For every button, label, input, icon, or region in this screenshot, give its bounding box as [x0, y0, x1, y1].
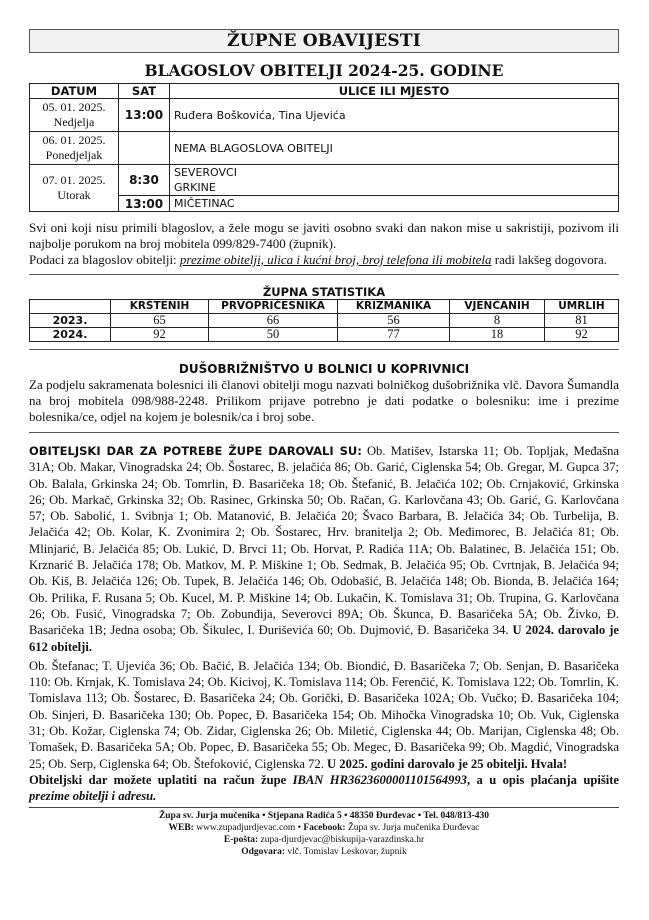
divider [29, 274, 619, 275]
donations-heading: OBITELJSKI DAR ZA POTREBE ŽUPE DAROVALI SU: [29, 444, 362, 458]
col-header-deaths: UMRLIH [545, 300, 619, 314]
schedule-time: 8:30 [119, 165, 170, 196]
text: , a u opis plaćanja upišite [466, 772, 620, 787]
blessing-contact-text: Svi oni koji nisu primili blagoslov, a žele mogu se javiti osobno svaki dan nakon mise u sakristiji, pozivom ili najbolje porukom na broj mobitela 099/829-7400 (župnik). [29, 220, 619, 251]
stat-cell: 50 [209, 328, 338, 342]
label: Odgovara: [241, 846, 286, 857]
schedule-time [119, 132, 170, 165]
blessing-title: BLAGOSLOV OBITELJI 2024-25. GODINE [144, 61, 504, 80]
schedule-header-row [30, 84, 619, 99]
text: Obiteljski dar možete uplatiti na račun župe [29, 772, 293, 787]
schedule-place: NEMA BLAGOSLOVA OBITELJI [170, 132, 619, 165]
statistics-header-row [30, 300, 619, 314]
bulletin-page [29, 29, 619, 858]
footer-address: Župa sv. Jurja mučenika • Stjepana Radića 5 • 48350 Đurđevac • Tel. 048/813-430 [158, 810, 490, 821]
page-title: ŽUPNE OBAVIJESTI [29, 29, 619, 53]
year-cell: 2023. [30, 314, 111, 328]
schedule-row [30, 165, 619, 196]
stat-cell: 8 [450, 314, 545, 328]
text: Podaci za blagoslov obitelji: [29, 252, 180, 267]
schedule-date [30, 99, 119, 132]
schedule-time: 13:00 [119, 99, 170, 132]
web-link[interactable]: www.zupadjurdjevac.com • [193, 822, 304, 833]
donor-list-2024: Ob. Matišev, Istarska 11; Ob. Topljak, Međašna 31A; Ob. Makar, Vinogradska 24; Ob. Šostarec, B. jelačića 86; Ob. Garić, Ciglenska 54; Ob. Gregar, M. Gupca 37; Ob. Balala, Grkinska 24; Ob. Tomrlin, Đ. Basaričeka 18; Ob. Štefanić, B. Jelačića 102; Ob. Crnjaković, Grkinska 26; Ob. Markač, Grkinska 32; Ob. Rasinec, Grkinska 50; Ob. Račan, G. Karlovčana 43; Ob. Garić, G. Karlovčana 57; Ob. Sabolić, 1. Svibnja 1; Ob. Matanović, B. Jelačića 20; Švaco Barbara, B. Jelačića 34; Ob. Turbelija, B. Jelačića 42; Ob. Kolar, K. Zvonimira 2; Ob. Šostarec, Hrv. branitelja 2; Ob. Međimorec, B. Jelačića 81; Ob. Mlinjarić, B. Jelačića 85; Ob. Lukić, D. Brvci 11; Ob. Horvat, P. Radića 11A; Ob. Balatinec, B. Jelačića 151; Ob. Krznarić B. Jelačića 178; Ob. Matkov, M. P. Miškine 1; Ob. Sedmak, B. Jelačića 95; Ob. Cvrtnjak, B. Jelačića 94; Ob. Kiš, B. Jelačića 126; Ob. Tupek, B. Jelačića 146; Ob. Odobašić, B. Jelačića 148; Ob. Bionda, B. Jelačića 164; Ob. Prilika, F. Rusana 5; Ob. Kucel, M. P. Miškine 14; Ob. Lukačin, K. Tomislava 31; Ob. Trupina, G. Karlovčana 26; Ob. Fusić, Vinogradska 7; Ob. Zobunđija, Severovci 89A; Ob. Škunca, Đ. Basaričeka 5A; Ob. Živko, Đ. Basaričeka 1B; Jedna osoba; Ob. Šikulec, I. Đuriševića 60; Ob. Dujmović, Đ. Basaričeka 34. [29, 444, 619, 638]
blessing-info [29, 220, 619, 268]
stat-cell: 92 [111, 328, 209, 342]
col-header-baptisms: KRŠTENIH [111, 300, 209, 314]
statistics-row [30, 314, 619, 328]
schedule-place [170, 165, 619, 196]
stat-cell: 81 [545, 314, 619, 328]
date-text: 05. 01. 2025. [42, 100, 106, 114]
year-cell: 2024. [30, 328, 111, 342]
day-text: Ponedjeljak [45, 148, 103, 162]
schedule-row [30, 196, 619, 212]
stat-cell: 18 [450, 328, 545, 342]
label: WEB: [168, 822, 194, 833]
summary-2024: U 2024. darovalo je 612 obitelji. [29, 623, 619, 654]
schedule-date [30, 165, 119, 212]
place-text: GRKINE [174, 181, 216, 194]
col-header-date: DATUM [30, 84, 119, 99]
col-header-weddings: VJENČANIH [450, 300, 545, 314]
donations-2024 [29, 443, 619, 655]
schedule-row [30, 132, 619, 165]
statistics-row [30, 328, 619, 342]
hospital-title: DUŠOBRIŽNIŠTVO U BOLNICI U KOPRIVNICI [178, 362, 470, 376]
facebook-link[interactable]: Župa sv. Jurja mučenika Đurđevac [345, 822, 480, 833]
col-header-place: ULICE ILI MJESTO [170, 84, 619, 99]
required-data-text: prezime obitelji, ulica i kućni broj, broj telefona ili mobitela [179, 252, 492, 267]
stat-cell: 77 [338, 328, 450, 342]
stat-cell: 56 [338, 314, 450, 328]
stat-cell: 92 [545, 328, 619, 342]
statistics-title: ŽUPNA STATISTIKA [262, 285, 386, 299]
day-text: Nedjelja [53, 115, 95, 129]
stat-cell: 66 [209, 314, 338, 328]
stat-cell: 65 [111, 314, 209, 328]
blessing-data-text [29, 252, 619, 268]
col-header-year [30, 300, 111, 314]
schedule-date [30, 132, 119, 165]
responsible-person: vlč. Tomislav Leskovar, župnik [285, 846, 407, 857]
email-link[interactable]: zupa-djurdjevac@biskupija-varazdinska.hr [258, 834, 425, 845]
statistics-table [29, 299, 619, 342]
summary-2025: U 2025. godini darovalo je 25 obitelji. Hvala! [327, 756, 568, 771]
donor-list-2025: Ob. Štefanac; T. Ujevića 36; Ob. Bačić, B. Jelačića 134; Ob. Biondić, Đ. Basaričeka 7; Ob. Senjan, Đ. Basaričeka 110: Ob. Krnjak, K. Tomislava 24; Ob. Kicivoj, K. Tomislava 114; Ob. Ferenčić, K. Tomislava 122; Ob. Tomrlin, K. Tomislava 113; Ob. Šostarec, Đ. Basaričeka 24; Ob. Gorički, Đ. Basaričeka 102A; Ob. Vučko; Đ. Basaričeka 104; Ob. Sinjeri, Đ. Basaričeka 130; Ob. Popec, Đ. Basaričeka 154; Ob. Mihočka Vinogradska 10; Ob. Vuk, Ciglenska 31; Ob. Kožar, Ciglenska 74; Ob. Zidar, Ciglenska 26; Ob. Miletić, Ciglenska 44; Ob. Marijan, Ciglenska 48; Ob. Tomašek, Đ. Basaričeka 5A; Ob. Popec, Đ. Basaričeka 55; Ob. Megec, Đ. Basaričeka 99; Ob. Magdić, Vinogradska 25; Ob. Serp, Ciglenska 64; Ob. Štefoković, Ciglenska 72. [29, 658, 619, 771]
text: prezime obitelji i adresu. [29, 789, 157, 804]
divider [29, 349, 619, 350]
col-header-confirmation: KRIZMANIKA [338, 300, 450, 314]
col-header-time: SAT [119, 84, 170, 99]
label: E-pošta: [223, 834, 259, 845]
schedule-place: Ruđera Boškovića, Tina Ujevića [170, 99, 619, 132]
col-header-first-communion: PRVOPRIČESNIKA [209, 300, 338, 314]
donations-2025 [29, 658, 619, 772]
iban-text: IBAN HR3623600001101564993 [292, 772, 467, 787]
footer-web [29, 822, 619, 834]
date-text: 07. 01. 2025. [42, 173, 106, 187]
payment-info [29, 772, 619, 805]
blessing-schedule-table [29, 83, 619, 212]
footer [29, 807, 619, 858]
text: radi lakšeg dogovora. [491, 252, 608, 267]
schedule-place: MIČETINAC [170, 196, 619, 212]
hospital-text: Za podjelu sakramenata bolesnici ili članovi obitelji mogu nazvati bolničkog dušobrižnika vlč. Davora Šumandla na broj mobitela 098/988-2248. Prilikom prijave potrebno je dati podatke o bolesniku: ime i prezime bolesnika/ce, odjel na kojem je bolesnik/ca i broj sobe. [29, 377, 619, 424]
footer-responsible [29, 846, 619, 858]
schedule-time: 13:00 [119, 196, 170, 212]
label: Facebook: [303, 822, 346, 833]
date-text: 06. 01. 2025. [42, 133, 106, 147]
divider [29, 432, 619, 433]
place-text: SEVEROVCI [174, 166, 237, 179]
schedule-row [30, 99, 619, 132]
day-text: Utorak [57, 188, 91, 202]
footer-email [29, 834, 619, 846]
